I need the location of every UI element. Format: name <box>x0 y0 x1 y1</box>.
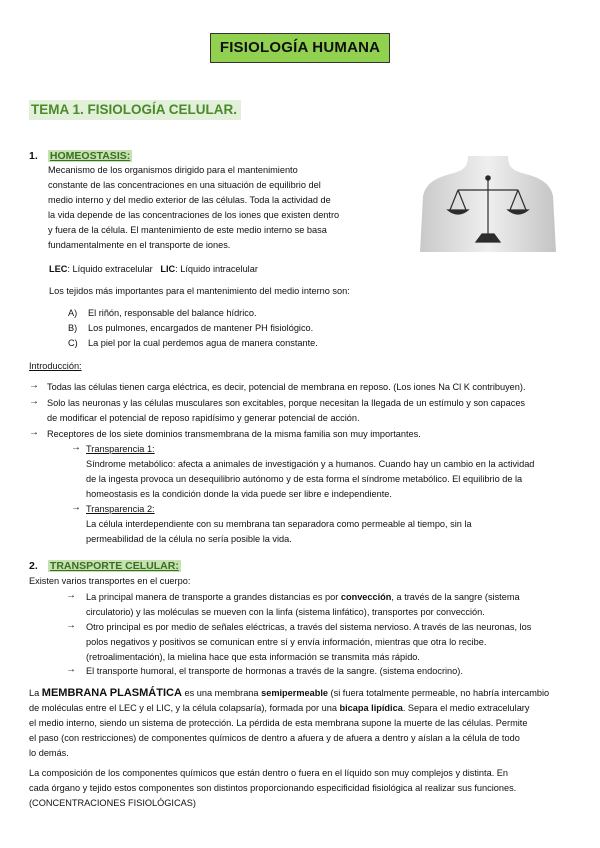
list-item: La piel por la cual perdemos agua de manera constante. <box>88 338 318 348</box>
transport-item: El transporte humoral, el transporte de hormonas a través de la sangre. (sistema endocrino). <box>86 666 463 676</box>
arrow-icon: → <box>66 590 76 601</box>
lec-lic-line <box>49 262 258 277</box>
intro-heading: Introducción: <box>29 361 82 371</box>
list-marker: B) <box>68 323 78 333</box>
text-line: polos negativos y positivos se comunican entre sí y envía información, mientras que otra lo recibe. <box>86 637 487 647</box>
transparencia-2-label: Transparencia 2: <box>86 504 155 514</box>
composicion-paragraph <box>29 766 574 811</box>
text-line: circulatorio) y las moléculas se mueven con la linfa (sistema linfático), transportes por convección. <box>86 607 485 617</box>
section-label: TRANSPORTE CELULAR: <box>49 560 179 572</box>
text-line: (CONCENTRACIONES FISIOLÓGICAS) <box>29 798 196 808</box>
text-line: de moléculas entre el LEC y el LIC, y la célula colapsaría), formada por una bicapa lipídica. Separa el medio extracelulary <box>29 703 530 713</box>
arrow-icon: → <box>71 502 81 513</box>
text-line: de la ingesta provoca un desequilibrio autónomo y de esta forma el síndrome metabólico. El equilibrio de la <box>86 474 523 484</box>
list-marker: A) <box>68 308 78 318</box>
lic-abbr: LIC <box>160 264 176 274</box>
arrow-icon: → <box>29 396 39 407</box>
text-line: La célula interdependiente con su membrana tan separadora como permeable al tiempo, sin la <box>86 519 472 529</box>
text-line: la vida depende de las concentraciones de los iones que existen dentro <box>48 210 340 220</box>
list-item: El riñón, responsable del balance hídrico. <box>88 308 257 318</box>
arrow-icon: → <box>71 442 81 453</box>
lec-abbr: LEC <box>49 264 68 274</box>
lic-text: : Líquido intracelular <box>175 264 258 274</box>
text-line: La composición de los componentes químicos que están dentro o fuera en el líquido son muy complejos y distinta. En <box>29 768 509 778</box>
section-label: HOMEOSTASIS: <box>49 150 131 162</box>
torso-scale-illustration <box>418 156 558 252</box>
transparencia-1-text <box>86 457 572 502</box>
text-line: y fuera de la célula. El mantenimiento de este medio interno se basa <box>48 225 327 235</box>
membrana-paragraph <box>29 686 574 761</box>
text-line: Otro principal es por medio de señales eléctricas, a través del sistema nervioso. A través de las neuronas, los <box>86 622 532 632</box>
text-line: Solo las neuronas y las células musculares son excitables, porque necesitan la llegada de un estímulo y son capaces <box>47 398 526 408</box>
transport-item <box>86 590 572 620</box>
text-line: constante de las concentraciones en una situación de equilibrio del <box>48 180 321 190</box>
text-line: La principal manera de transporte a grandes distancias es por convección, a través de la sangre (sistema <box>86 592 520 602</box>
text-line: fundamentalmente en el transporte de iones. <box>48 240 231 250</box>
arrow-icon: → <box>66 664 76 675</box>
arrow-icon: → <box>29 380 39 391</box>
transparencia-1-label: Transparencia 1: <box>86 444 155 454</box>
section-2-heading <box>29 560 181 572</box>
text-line: el medio interno, siendo un sistema de protección. La pérdida de esta membrana supone la muerte de las células. Permite <box>29 718 528 728</box>
document-title: FISIOLOGÍA HUMANA <box>210 33 390 63</box>
arrow-icon: → <box>29 427 39 438</box>
text-line: el paso (con restricciones) de componentes químicos de dentro a afuera y de afuera a dentro y aíslan a la célula de todo <box>29 733 520 743</box>
text-line: homeostasis es la condición donde la vida puede ser libre e independiente. <box>86 489 392 499</box>
arrow-icon: → <box>66 620 76 631</box>
lec-text: : Líquido extracelular <box>67 264 153 274</box>
section-number: 1. <box>29 150 38 162</box>
section-1-heading <box>29 150 132 162</box>
transparencia-2-text <box>86 517 572 547</box>
text-line: medio interno y del medio exterior de las células. Toda la actividad de <box>48 195 331 205</box>
text-line: lo demás. <box>29 748 69 758</box>
intro-item <box>47 396 572 426</box>
intro-item: Receptores de los siete dominios transmembrana de la misma familia son muy importantes. <box>47 429 421 439</box>
text-line: Mecanismo de los organismos dirigido para el mantenimiento <box>48 165 298 175</box>
list-item: Los pulmones, encargados de mantener PH fisiológico. <box>88 323 314 333</box>
text-line: La MEMBRANA PLASMÁTICA es una membrana semipermeable (si fuera totalmente permeable, no habría intercambio <box>29 687 550 699</box>
text-line: Síndrome metabólico: afecta a animales de investigación y a humanos. Cuando hay un cambio en la actividad <box>86 459 535 469</box>
section-number: 2. <box>29 560 38 572</box>
transport-intro: Existen varios transportes en el cuerpo: <box>29 576 191 586</box>
transport-item <box>86 620 572 665</box>
text-line: cada órgano y tejido estos componentes son distintos proporcionando especificidad fisiológica al realizar sus funciones. <box>29 783 517 793</box>
homeostasis-paragraph <box>48 163 390 253</box>
text-line: permeabilidad de la célula no sería posible la vida. <box>86 534 292 544</box>
text-line: (retroalimentación), la mielina hace que esta información se transmita más rápido. <box>86 652 420 662</box>
intro-item: Todas las células tienen carga eléctrica, es decir, potencial de membrana en reposo. (Los iones Na Cl K contribuyen). <box>47 382 526 392</box>
tejidos-intro: Los tejidos más importantes para el mantenimiento del medio interno son: <box>49 286 350 296</box>
text-line: de modificar el potencial de reposo rapidísimo y generar potencial de acción. <box>47 413 360 423</box>
list-marker: C) <box>68 338 78 348</box>
tema-heading: TEMA 1. FISIOLOGÍA CELULAR. <box>29 100 241 120</box>
